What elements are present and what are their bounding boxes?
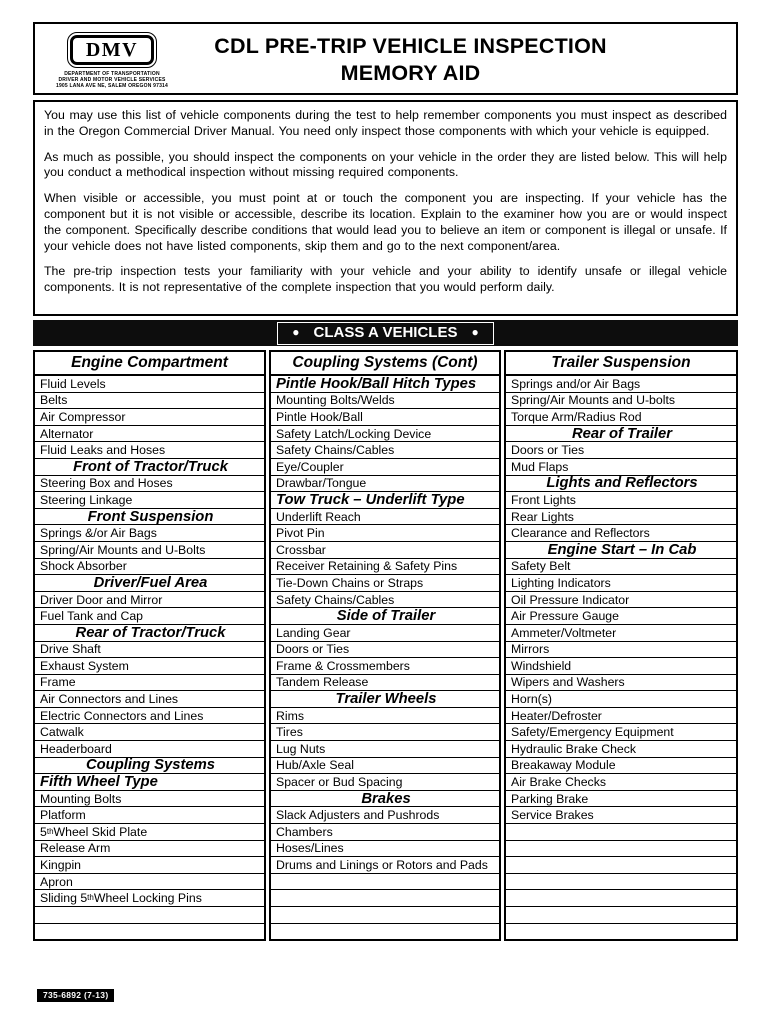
table-row: Pivot Pin <box>271 525 499 542</box>
table-row: Rims <box>271 708 499 725</box>
page-title-line2: MEMORY AID <box>340 61 481 85</box>
table-row: Hoses/Lines <box>271 841 499 858</box>
table-row: Safety Chains/Cables <box>271 592 499 609</box>
table-row: Spring/Air Mounts and U-Bolts <box>35 542 264 559</box>
table-row: Air Pressure Gauge <box>506 608 736 625</box>
table-row: Frame & Crossmembers <box>271 658 499 675</box>
empty-row <box>506 841 736 858</box>
table-row: Spring/Air Mounts and U-bolts <box>506 393 736 410</box>
table-row: Landing Gear <box>271 625 499 642</box>
table-row: Electric Connectors and Lines <box>35 708 264 725</box>
empty-row <box>271 907 499 924</box>
table-row: Underlift Reach <box>271 509 499 526</box>
bullet-icon: ● <box>471 325 479 340</box>
table-row: Hydraulic Brake Check <box>506 741 736 758</box>
dmv-logo-text: DMV <box>85 39 139 61</box>
intro-paragraph: You may use this list of vehicle components during the test to help remember components you must inspect as described in the Oregon Commercial Driver Manual. You need only inspect those components with which your vehicle is equipped. <box>44 108 727 138</box>
table-row: Service Brakes <box>506 807 736 824</box>
section-header-row: Engine Start – In Cab <box>506 542 736 559</box>
section-header-row: Pintle Hook/Ball Hitch Types <box>271 376 499 393</box>
section-header-row: Brakes <box>271 791 499 808</box>
table-row: Parking Brake <box>506 791 736 808</box>
table-row: Wipers and Washers <box>506 675 736 692</box>
table-row: Steering Box and Hoses <box>35 476 264 493</box>
column-rows <box>506 376 736 939</box>
agency-line: DEPARTMENT OF TRANSPORTATION <box>64 71 160 77</box>
table-row: Hub/Axle Seal <box>271 758 499 775</box>
table-row: Mud Flaps <box>506 459 736 476</box>
table-row: Kingpin <box>35 857 264 874</box>
table-row: Doors or Ties <box>506 442 736 459</box>
table-row: Apron <box>35 874 264 891</box>
section-header-row: Rear of Trailer <box>506 426 736 443</box>
banner-text: CLASS A VEHICLES <box>313 323 458 341</box>
empty-row <box>35 907 264 924</box>
section-header-row: Coupling Systems <box>35 758 264 775</box>
section-header-row: Lights and Reflectors <box>506 476 736 493</box>
page-title-line1: CDL PRE-TRIP VEHICLE INSPECTION <box>214 34 607 58</box>
table-row: Ammeter/Voltmeter <box>506 625 736 642</box>
table-row: Tandem Release <box>271 675 499 692</box>
table-row: Springs &/or Air Bags <box>35 525 264 542</box>
bullet-icon: ● <box>292 325 300 340</box>
empty-row <box>271 890 499 907</box>
section-header-row: Fifth Wheel Type <box>35 774 264 791</box>
column-rows <box>271 376 499 939</box>
inspection-column <box>269 350 501 941</box>
column-rows <box>35 376 264 939</box>
table-row: Tires <box>271 724 499 741</box>
column-title: Trailer Suspension <box>506 352 736 376</box>
table-row: Release Arm <box>35 841 264 858</box>
table-row: Heater/Defroster <box>506 708 736 725</box>
table-row: Mounting Bolts <box>35 791 264 808</box>
empty-row <box>506 874 736 891</box>
table-row: Sliding 5 th Wheel Locking Pins <box>35 890 264 907</box>
table-row: Slack Adjusters and Pushrods <box>271 807 499 824</box>
table-row: Air Brake Checks <box>506 774 736 791</box>
section-header-row: Front Suspension <box>35 509 264 526</box>
table-row: Shock Absorber <box>35 559 264 576</box>
empty-row <box>506 924 736 940</box>
section-header-row: Driver/Fuel Area <box>35 575 264 592</box>
table-row: Drums and Linings or Rotors and Pads <box>271 857 499 874</box>
table-row: Rear Lights <box>506 509 736 526</box>
section-header-row: Side of Trailer <box>271 608 499 625</box>
table-row: Doors or Ties <box>271 642 499 659</box>
table-row: Safety Chains/Cables <box>271 442 499 459</box>
table-row: Lighting Indicators <box>506 575 736 592</box>
table-row: Chambers <box>271 824 499 841</box>
empty-row <box>35 924 264 940</box>
form-number-badge: 735-6892 (7-13) <box>37 989 114 1002</box>
table-row: Lug Nuts <box>271 741 499 758</box>
table-row: Windshield <box>506 658 736 675</box>
table-row: Pintle Hook/Ball <box>271 409 499 426</box>
table-row: Safety/Emergency Equipment <box>506 724 736 741</box>
table-row: Front Lights <box>506 492 736 509</box>
inspection-column <box>33 350 266 941</box>
table-row: 5 th Wheel Skid Plate <box>35 824 264 841</box>
table-row: Oil Pressure Indicator <box>506 592 736 609</box>
table-row: Frame <box>35 675 264 692</box>
column-title: Coupling Systems (Cont) <box>271 352 499 376</box>
column-title: Engine Compartment <box>35 352 264 376</box>
table-row: Mounting Bolts/Welds <box>271 393 499 410</box>
document-header <box>33 22 738 95</box>
table-row: Platform <box>35 807 264 824</box>
table-row: Springs and/or Air Bags <box>506 376 736 393</box>
intro-paragraph: As much as possible, you should inspect the components on your vehicle in the order they are listed below. This will help you conduct a methodical inspection without missing required components. <box>44 149 727 180</box>
section-header-row: Rear of Tractor/Truck <box>35 625 264 642</box>
table-row: Torque Arm/Radius Rod <box>506 409 736 426</box>
table-row: Air Compressor <box>35 409 264 426</box>
table-row: Mirrors <box>506 642 736 659</box>
empty-row <box>506 824 736 841</box>
table-row: Horn(s) <box>506 691 736 708</box>
table-row: Fluid Levels <box>35 376 264 393</box>
table-row: Drawbar/Tongue <box>271 476 499 493</box>
intro-paragraph: When visible or accessible, you must point at or touch the component you are inspecting. If your vehicle has the component but it is not visible or accessible, describe its location. Explain to the examiner how you are or would inspect the component. Specifically describe conditions that would lead you to believe an item or component is illegal or unsafe. If your vehicle does not have listed components, skip them and go to the next component/area. <box>44 191 727 253</box>
table-row: Safety Latch/Locking Device <box>271 426 499 443</box>
table-row: Headerboard <box>35 741 264 758</box>
empty-row <box>506 857 736 874</box>
table-row: Fluid Leaks and Hoses <box>35 442 264 459</box>
agency-line: 1905 LANA AVE NE, SALEM OREGON 97314 <box>55 83 169 90</box>
intro-paragraph: The pre-trip inspection tests your familiarity with your vehicle and your ability to identify unsafe or illegal vehicle components. It is not representative of the complete inspection that you would perform daily. <box>44 264 727 295</box>
table-row: Breakaway Module <box>506 758 736 775</box>
section-header-row: Trailer Wheels <box>271 691 499 708</box>
table-row: Drive Shaft <box>35 642 264 659</box>
table-row: Spacer or Bud Spacing <box>271 774 499 791</box>
page-title <box>35 33 736 90</box>
table-row: Exhaust System <box>35 658 264 675</box>
table-row: Clearance and Reflectors <box>506 525 736 542</box>
table-row: Receiver Retaining & Safety Pins <box>271 559 499 576</box>
table-row: Crossbar <box>271 542 499 559</box>
table-row: Eye/Coupler <box>271 459 499 476</box>
table-row: Steering Linkage <box>35 492 264 509</box>
table-row: Air Connectors and Lines <box>35 691 264 708</box>
table-row: Fuel Tank and Cap <box>35 608 264 625</box>
table-row: Driver Door and Mirror <box>35 592 264 609</box>
empty-row <box>506 907 736 924</box>
agency-line: DRIVER AND MOTOR VEHICLE SERVICES <box>58 77 166 84</box>
class-a-banner-label <box>277 322 493 345</box>
table-row: Catwalk <box>35 724 264 741</box>
section-header-row: Tow Truck – Underlift Type <box>271 492 499 509</box>
table-row: Alternator <box>35 426 264 443</box>
table-row: Belts <box>35 393 264 410</box>
empty-row <box>271 924 499 940</box>
intro-text <box>33 100 738 316</box>
empty-row <box>506 890 736 907</box>
table-row: Safety Belt <box>506 559 736 576</box>
table-row: Tie-Down Chains or Straps <box>271 575 499 592</box>
empty-row <box>271 874 499 891</box>
inspection-column <box>504 350 738 941</box>
section-header-row: Front of Tractor/Truck <box>35 459 264 476</box>
class-a-banner <box>33 320 738 346</box>
